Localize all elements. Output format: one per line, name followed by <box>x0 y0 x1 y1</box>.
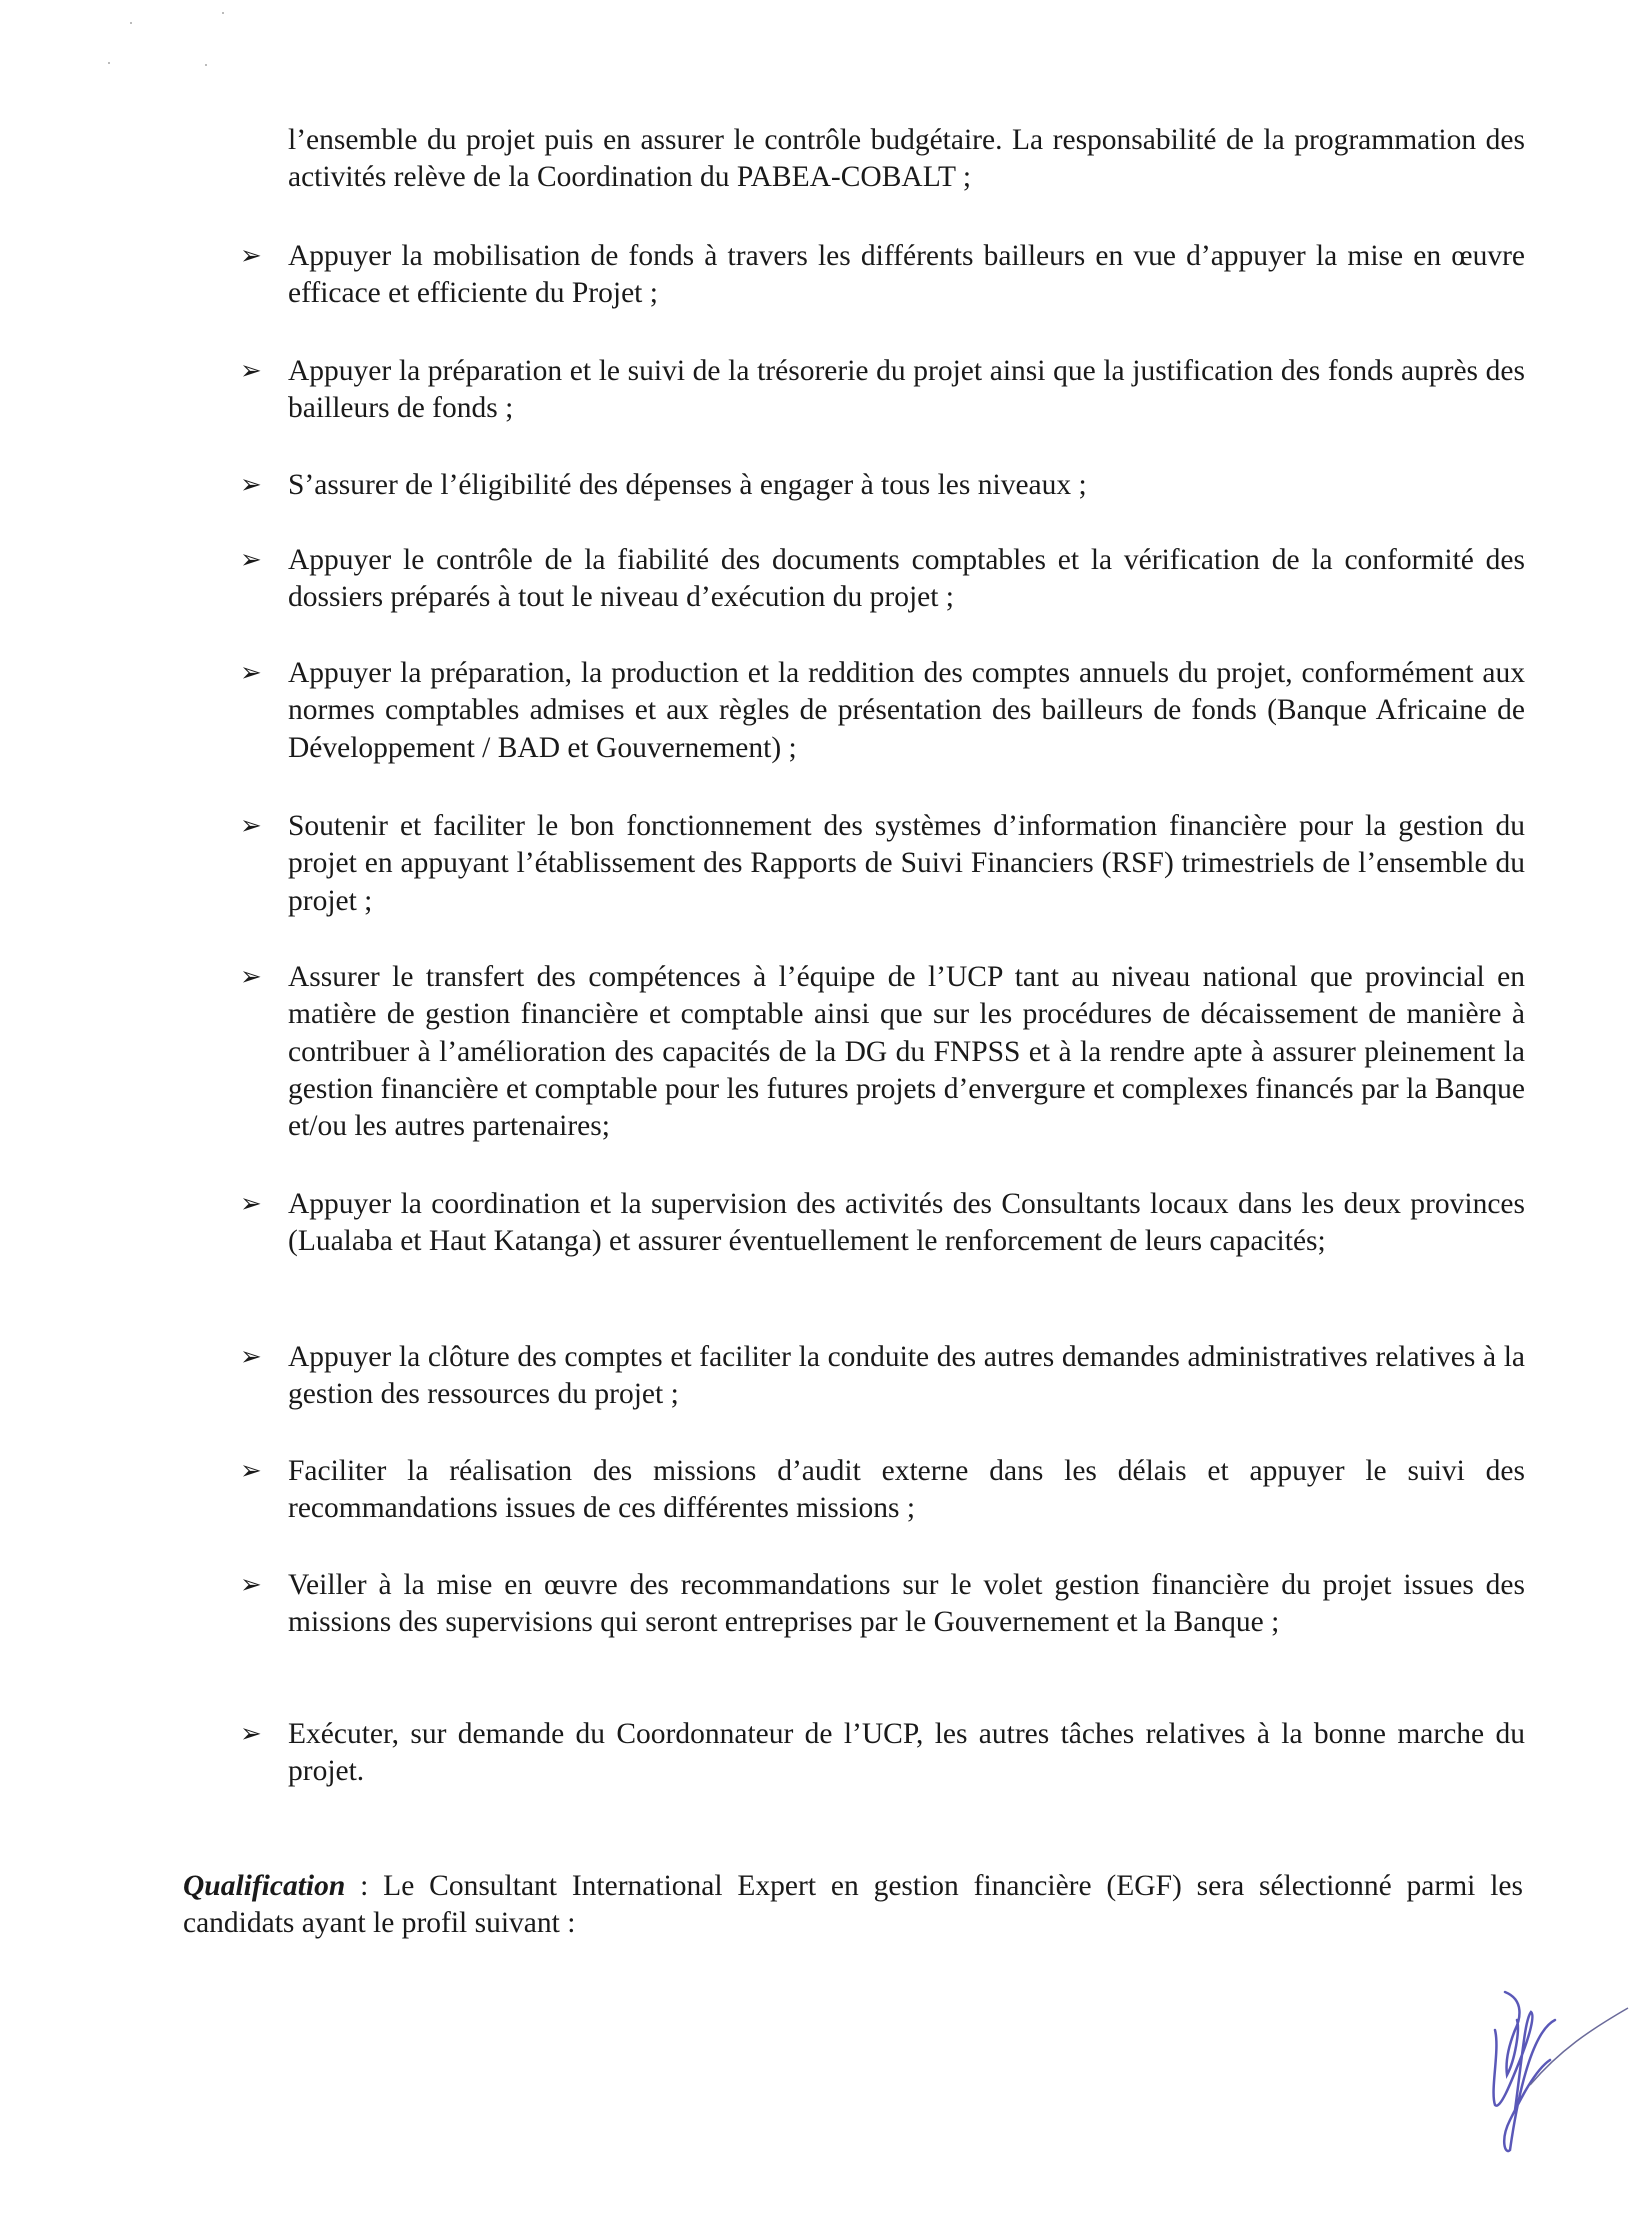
bullet-item <box>240 655 1525 767</box>
bullet-text: Appuyer le contrôle de la fiabilité des documents comptables et la vérification de la conformité des dossiers préparés à tout le niveau d’exécution du projet ; <box>288 544 1525 614</box>
arrowhead-bullet-icon: ➢ <box>240 811 262 841</box>
bullet-text: Appuyer la clôture des comptes et faciliter la conduite des autres demandes administratives relatives à la gestion des ressources du projet ; <box>288 1341 1525 1411</box>
scan-speck <box>205 64 207 66</box>
arrowhead-bullet-icon: ➢ <box>240 1189 262 1219</box>
bullet-item <box>240 353 1525 428</box>
bullet-item <box>240 808 1525 920</box>
bullet-item <box>240 1716 1525 1791</box>
scan-speck <box>130 22 132 24</box>
bullet-item <box>240 1339 1525 1414</box>
bullet-text: Appuyer la coordination et la supervision des activités des Consultants locaux dans les deux provinces (Lualaba et Haut Katanga) et assurer éventuellement le renforcement de leurs capacités; <box>288 1188 1525 1258</box>
arrowhead-bullet-icon: ➢ <box>240 356 262 386</box>
qualification-label: Qualification <box>183 1870 346 1902</box>
bullet-text: S’assurer de l’éligibilité des dépenses à engager à tous les niveaux ; <box>288 469 1087 501</box>
arrowhead-bullet-icon: ➢ <box>240 1719 262 1749</box>
arrowhead-bullet-icon: ➢ <box>240 1570 262 1600</box>
bullet-item <box>240 238 1525 313</box>
intro-paragraph: l’ensemble du projet puis en assurer le contrôle budgétaire. La responsabilité de la programmation des activités relève de la Coordination du PABEA-COBALT ; <box>288 124 1525 194</box>
arrowhead-bullet-icon: ➢ <box>240 1342 262 1372</box>
bullet-text: Soutenir et faciliter le bon fonctionnement des systèmes d’information financière pour la gestion du projet en appuyant l’établissement des Rapports de Suivi Financiers (RSF) trimestriels de l’ensemble du projet ; <box>288 810 1525 917</box>
qualification-text: : Le Consultant International Expert en gestion financière (EGF) sera sélectionné parmi les candidats ayant le profil suivant : <box>183 1870 1523 1940</box>
scan-speck <box>222 12 224 14</box>
scan-speck <box>108 62 110 64</box>
bullet-item <box>240 542 1525 617</box>
arrowhead-bullet-icon: ➢ <box>240 470 262 500</box>
bullet-text: Appuyer la mobilisation de fonds à travers les différents bailleurs en vue d’appuyer la mise en œuvre efficace et efficiente du Projet ; <box>288 240 1525 310</box>
arrowhead-bullet-icon: ➢ <box>240 545 262 575</box>
qualification-paragraph <box>183 1868 1523 1943</box>
bullet-item <box>240 1186 1525 1261</box>
bullet-item <box>240 959 1525 1145</box>
arrowhead-bullet-icon: ➢ <box>240 1456 262 1486</box>
bullet-item <box>240 1453 1525 1528</box>
arrowhead-bullet-icon: ➢ <box>240 241 262 271</box>
bullet-text: Faciliter la réalisation des missions d’audit externe dans les délais et appuyer le suivi des recommandations issues de ces différentes missions ; <box>288 1455 1525 1525</box>
bullet-item <box>240 467 1525 504</box>
bullet-item <box>240 1567 1525 1642</box>
bullet-text: Appuyer la préparation et le suivi de la trésorerie du projet ainsi que la justification des fonds auprès des bailleurs de fonds ; <box>288 355 1525 425</box>
signature <box>1470 1990 1630 2160</box>
arrowhead-bullet-icon: ➢ <box>240 962 262 992</box>
bullet-text: Exécuter, sur demande du Coordonnateur de l’UCP, les autres tâches relatives à la bonne marche du projet. <box>288 1718 1525 1788</box>
bullet-text: Veiller à la mise en œuvre des recommandations sur le volet gestion financière du projet issues des missions des supervisions qui seront entreprises par le Gouvernement et la Banque ; <box>288 1569 1525 1639</box>
arrowhead-bullet-icon: ➢ <box>240 658 262 688</box>
bullet-text: Assurer le transfert des compétences à l’équipe de l’UCP tant au niveau national que provincial en matière de gestion financière et comptable ainsi que sur les procédures de décaissement de manière à contribuer à l’amélioration des capacités de la DG du FNPSS et à la rendre apte à assurer pleinement la gestion financière et comptable pour les futures projets d’envergure et complexes financés par la Banque et/ou les autres partenaires; <box>288 961 1525 1143</box>
bullet-text: Appuyer la préparation, la production et la reddition des comptes annuels du projet, conformément aux normes comptables admises et aux règles de présentation des bailleurs de fonds (Banque Africaine de Développement / BAD et Gouvernement) ; <box>288 657 1525 764</box>
